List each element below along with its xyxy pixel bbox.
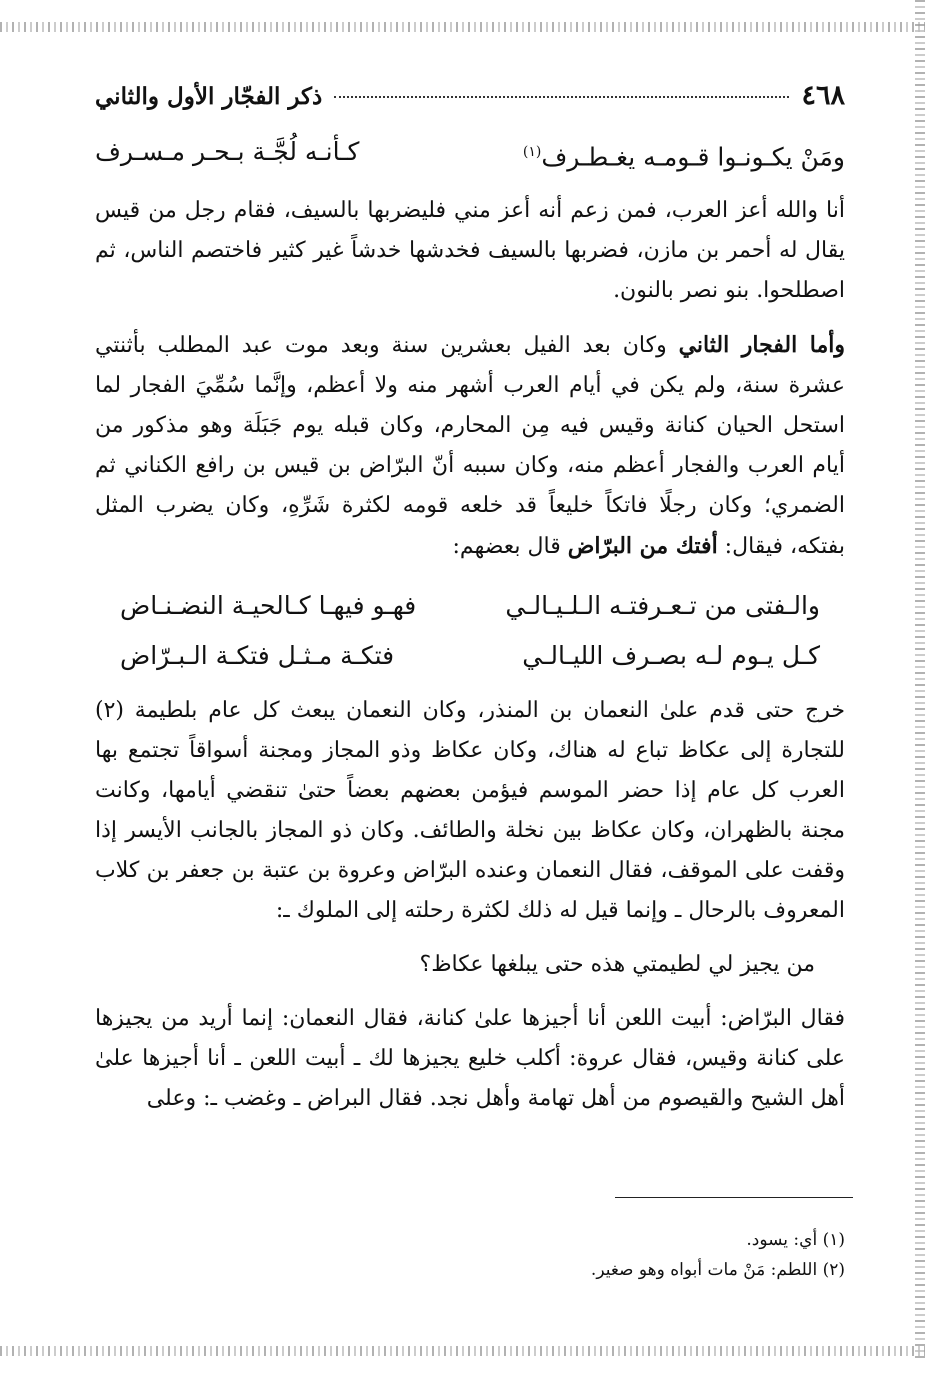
page-number: ٤٦٨ xyxy=(801,80,845,111)
ornamental-border-top xyxy=(0,22,925,32)
opening-verse xyxy=(95,126,845,183)
ornamental-border-bottom xyxy=(0,1346,925,1356)
poem-first-hemistich: كـل يـوم لـه بصـرف الليـالـي xyxy=(522,641,820,671)
bold-term-fijar: وأما الفجار الثاني xyxy=(678,332,845,359)
bold-term-aftak: أفتك من البرّاض xyxy=(567,533,718,560)
paragraph-3: خرج حتى قدم علىٰ النعمان بن المنذر، وكان النعمان يبعث كل عام بلطيمة (٢) للتجارة إلى عكاظ تباع له هناك، وكان عكاظ وذو المجاز ومجنة أسواقاً تجتمع بها العرب كل عام إذا حضر الموسم فيؤمن بعضهم بعضاً حتىٰ تنقضي أيامها، وكانت مجنة بالظهران، وكان عكاظ بين نخلة والطائف. وكان ذو المجاز بالجانب الأيسر إذا وقفت على الموقف، فقال النعمان وعنده البرّاض وعروة بن عتبة بن جعفر بن كلاب المعروف بالرحال ـ وإنما قيل له ذلك لكثرة رحلته إلى الملوك ـ: xyxy=(95,698,845,924)
poem-second-hemistich: فهـو فيهـا كـالحيـة النضـنـاض xyxy=(120,591,417,621)
page-body xyxy=(95,80,845,1119)
poem-line xyxy=(95,581,845,631)
header-dotted-leader xyxy=(334,96,789,98)
paragraph-4: فقال البرّاض: أبيت اللعن أنا أجيزها علىٰ كنانة، فقال النعمان: إنما أريد من يجيزها على كنانة وقيس، فقال عروة: أكلب خليع يجيزها لك ـ أبيت اللعن ـ أنا أجيزها علىٰ أهل الشيح والقيصوم من أهل تهامة وأهل نجد. فقال البراض ـ وغضب ـ: وعلى xyxy=(95,1006,846,1112)
poem xyxy=(95,581,845,681)
footnote-rule xyxy=(615,1197,853,1198)
ornamental-border-right xyxy=(915,0,925,1362)
footnote-1: (١) أي: يسود. xyxy=(746,1230,845,1250)
footnote-marker-1: (١) xyxy=(522,144,542,160)
page-header xyxy=(95,80,845,120)
footnote-2: (٢) اللطم: مَنْ مات أبواه وهو صغير. xyxy=(590,1260,845,1280)
verse-first-hemistich: ومَنْ يكـونـوا قـومـه يغـطـرف$^{(١)}$ xyxy=(522,142,845,172)
running-title: ذكر الفجّار الأول والثاني xyxy=(95,83,323,110)
poem-second-hemistich: فتكـة مـثـل فتكـة الـبـرّاض xyxy=(120,641,395,671)
footnotes xyxy=(95,1225,845,1285)
verse-second-hemistich: كـأنـه لُجَّـة بـحـر مـسـرف xyxy=(95,137,360,166)
paragraph-2: وأما الفجار الثاني وكان بعد الفيل بعشرين سنة وبعد موت عبد المطلب بأثنتي عشرة سنة، ولم يكن في أيام العرب أشهر منه ولا أعظم، وإنَّما سُمِّيَ الفجار لما استحل الحيان كنانة وقيس فيه مِن المحارم، وكان قبله يوم جَبَلَة وهو مذكور من أيام العرب والفجار أعظم منه، وكان سببه أنّ البرّاض بن قيس بن رافع الكناني ثم الضمري؛ وكان رجلًا فاتكاً خليعاً قد خلعه قومه لكثرة شَرِّهِ، وكان يضرب المثل بفتكه، فيقال: أفتك من البرّاض قال بعضهم: xyxy=(95,332,845,560)
poem-first-hemistich: والـفتى من تـعـرفتـه الـلـيـالـي xyxy=(505,591,820,621)
poem-line xyxy=(95,631,845,681)
question-quote: من يجيز لي لطيمتي هذه حتى يبلغها عكاظ؟ xyxy=(419,952,815,978)
paragraph-1: أنا والله أعز العرب، فمن زعم أنه أعز مني فليضربها بالسيف، فقام رجل من قيس يقال له أحمر بن مازن، فضربها بالسيف فخدشها خدشاً غير كثير فاختصم الناس، ثم اصطلحوا. بنو نصر بالنون. xyxy=(95,198,845,304)
